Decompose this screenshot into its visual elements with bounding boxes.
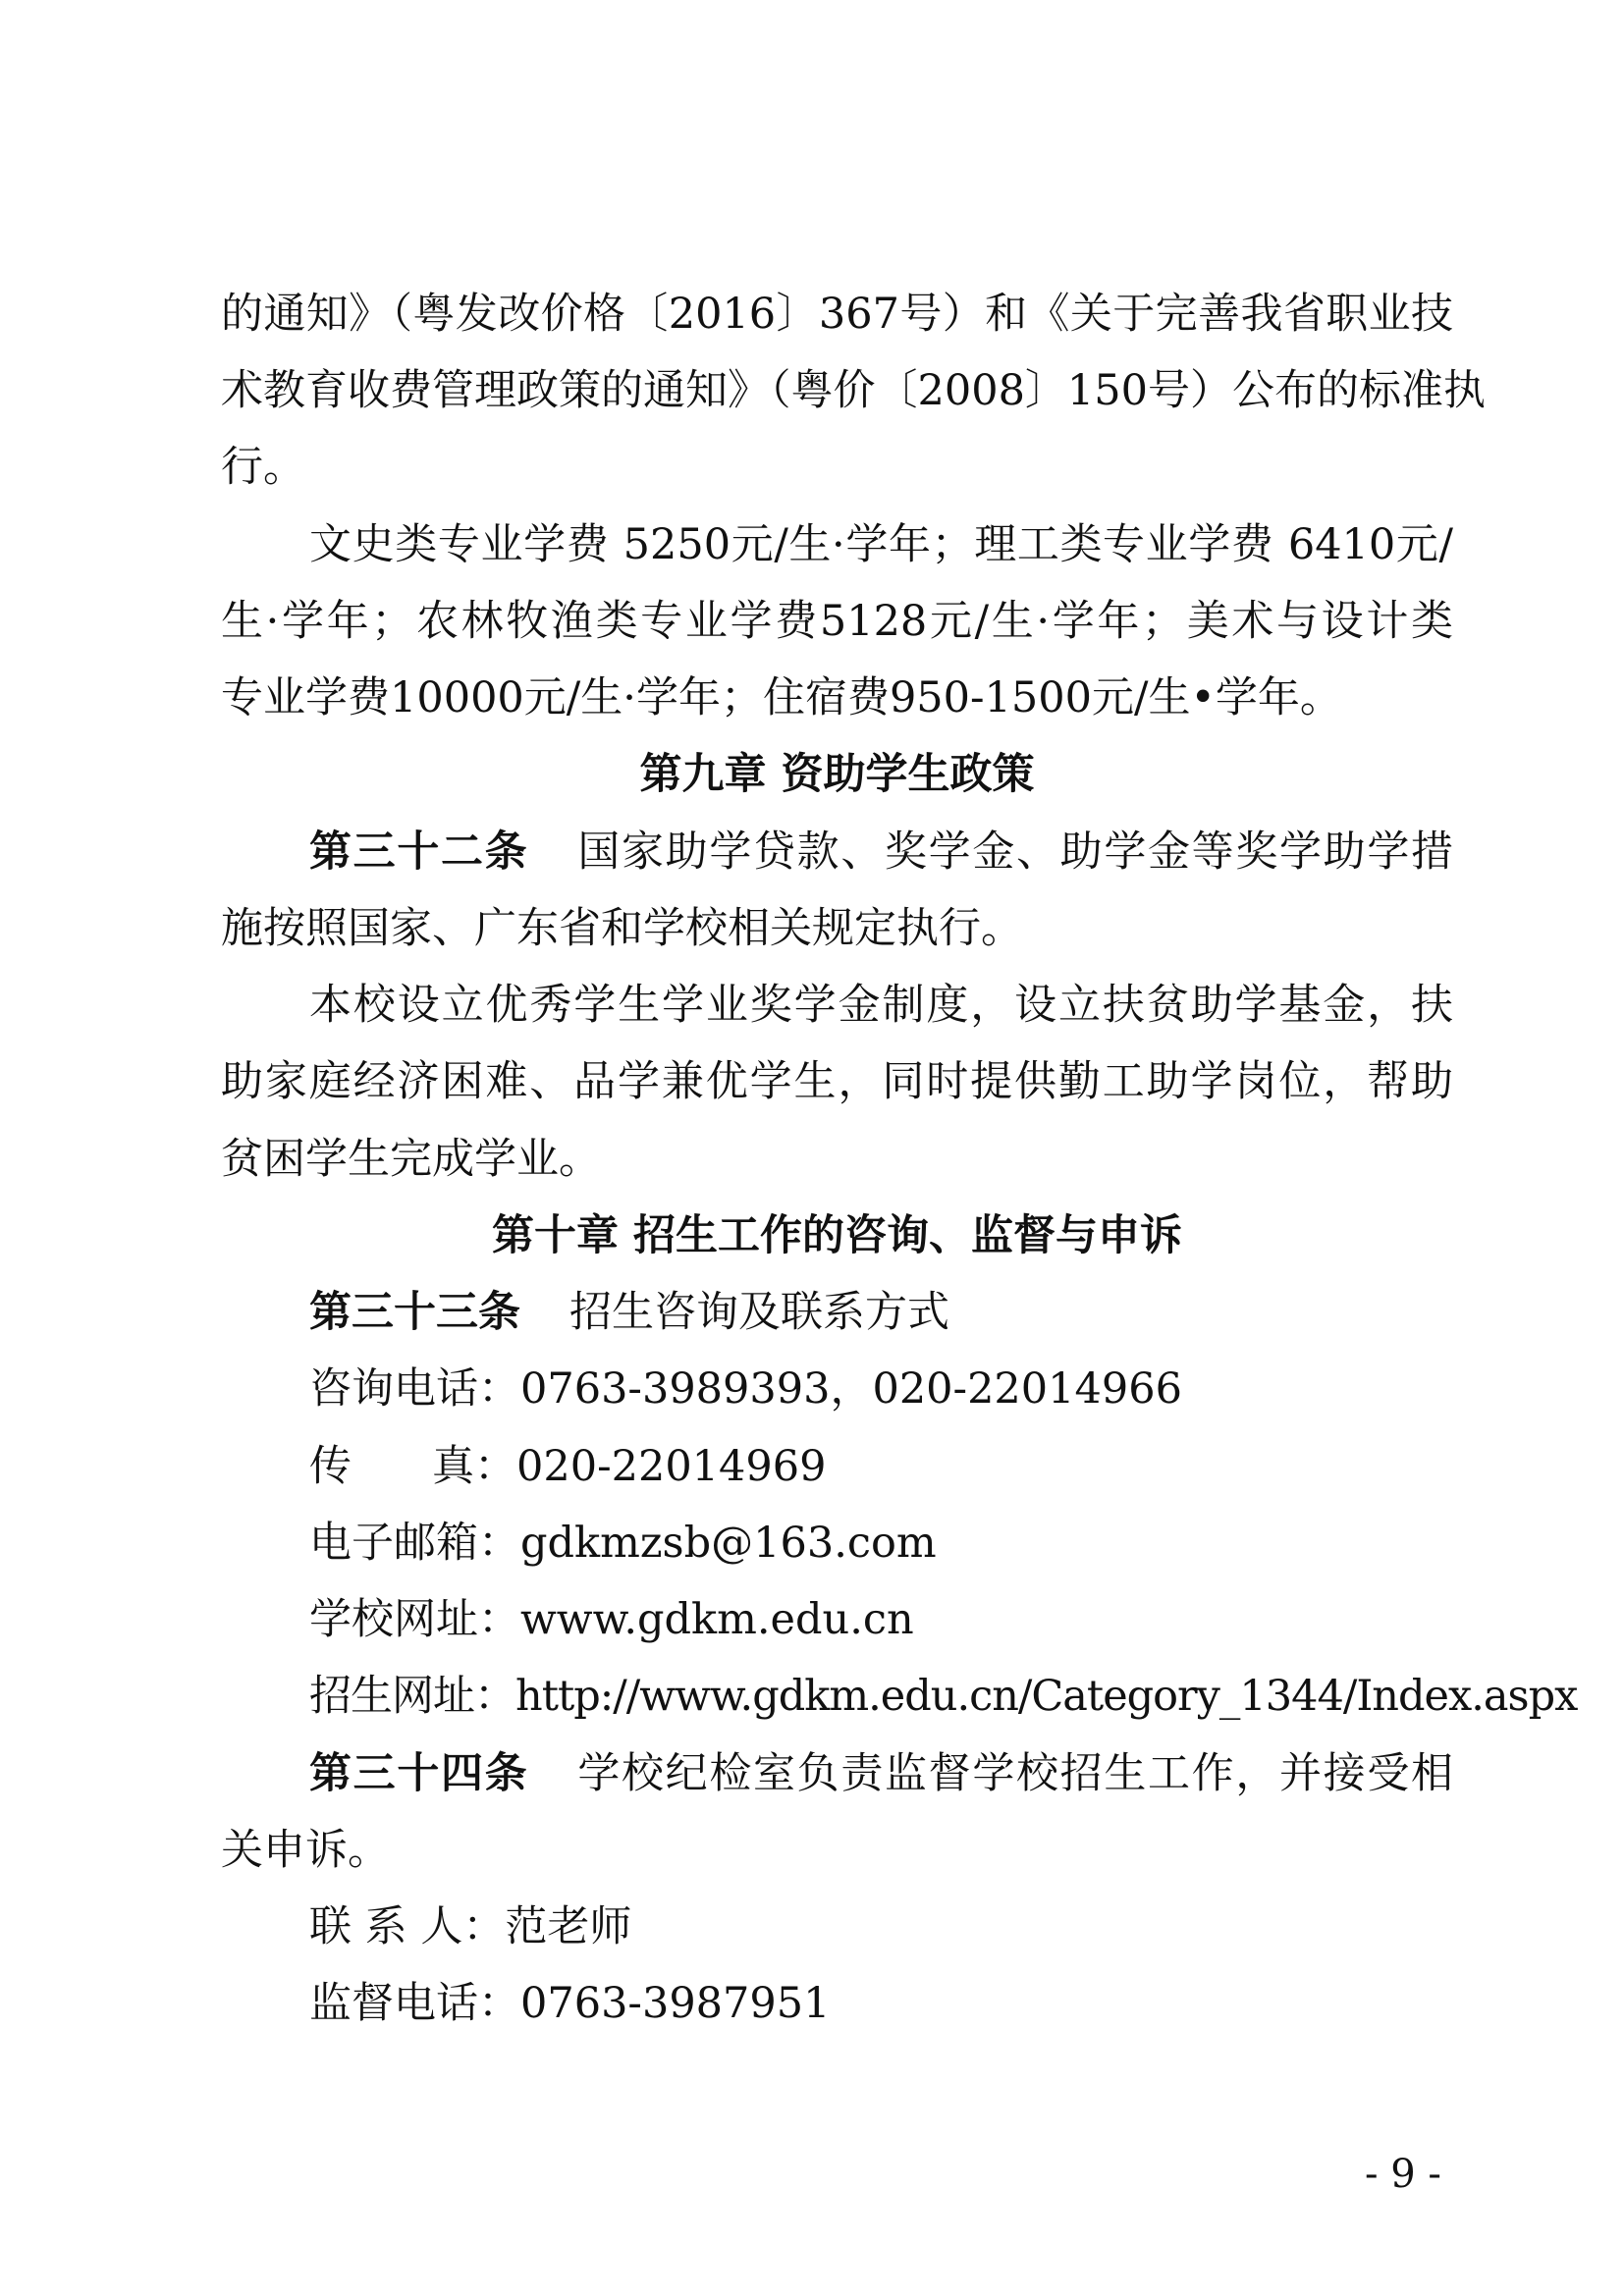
text-line: 助家庭经济困难、品学兼优学生，同时提供勤工助学岗位，帮助: [221, 1057, 1453, 1106]
article-label: 第三十三条: [309, 1288, 520, 1337]
article-text: 国家助学贷款、奖学金、助学金等奖学助学措: [577, 828, 1454, 877]
article-label: 第三十四条: [309, 1749, 529, 1798]
chapter-heading: 第十章 招生工作的咨询、监督与申诉: [492, 1211, 1182, 1260]
contact-fax: 传 真：020-22014969: [309, 1442, 827, 1491]
school-website: 学校网址：www.gdkm.edu.cn: [309, 1595, 914, 1644]
text-line: 文史类专业学费 5250元/生·学年；理工类专业学费 6410元/: [309, 520, 1453, 569]
contact-email: 电子邮箱：gdkmzsb@163.com: [309, 1519, 937, 1568]
text-line: 术教育收费管理政策的通知》（粤价〔2008〕150号）公布的标准执: [221, 366, 1487, 415]
text-line: 关申诉。: [221, 1826, 390, 1875]
text-line: 行。: [221, 443, 305, 492]
contact-phone: 咨询电话：0763-3989393，020-22014966: [309, 1364, 1182, 1414]
article-label: 第三十二条: [309, 828, 529, 877]
article-line: [309, 1735, 1453, 1812]
text-line: 施按照国家、广东省和学校相关规定执行。: [221, 904, 1023, 953]
text-line: 本校设立优秀学生学业奖学金制度，设立扶贫助学基金，扶: [309, 981, 1453, 1030]
article-line: [309, 814, 1453, 890]
article-text: 学校纪检室负责监督学校招生工作，并接受相: [577, 1749, 1454, 1798]
article-text: 招生咨询及联系方式: [569, 1288, 949, 1337]
text-line: 专业学费10000元/生·学年；住宿费950-1500元/生•学年。: [221, 673, 1342, 722]
page-number: - 9 -: [1365, 2152, 1441, 2197]
admission-website: 招生网址：http://www.gdkm.edu.cn/Category_1344/Index.aspx: [309, 1672, 1578, 1721]
text-line: 的通知》（粤发改价格〔2016〕367号）和《关于完善我省职业技: [221, 290, 1453, 339]
chapter-heading: 第九章 资助学生政策: [639, 750, 1035, 799]
contact-person: 联 系 人：范老师: [309, 1902, 632, 1951]
supervision-phone: 监督电话：0763-3987951: [309, 1979, 831, 2028]
text-line: 生·学年；农林牧渔类专业学费5128元/生·学年；美术与设计类: [221, 597, 1453, 646]
text-line: 贫困学生完成学业。: [221, 1135, 601, 1184]
article-line: [309, 1274, 1453, 1351]
